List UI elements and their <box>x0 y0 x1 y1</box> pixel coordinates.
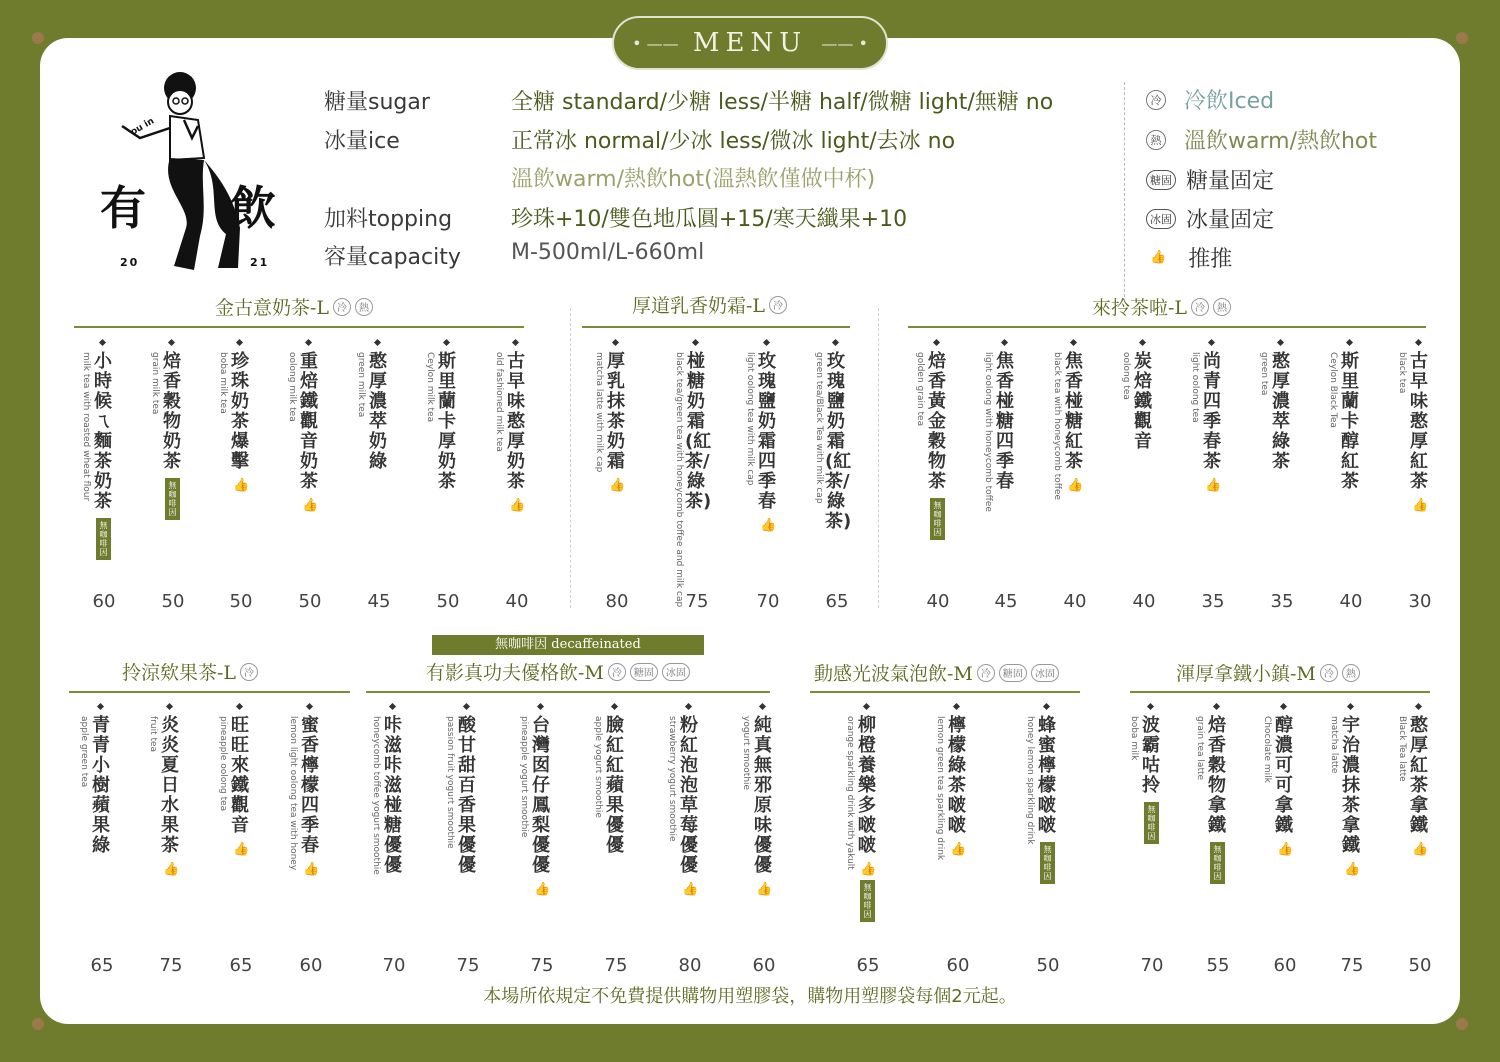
item-english-name: pineapple yogurt smoothie <box>519 716 529 838</box>
section-underline <box>582 326 850 328</box>
legend-sugar-fixed <box>1146 164 1274 195</box>
item-name: 宇治濃抹茶拿鐵 <box>1342 715 1360 856</box>
bullet <box>1280 703 1287 710</box>
item-name: 玫瑰鹽奶霜四季春 <box>758 351 776 512</box>
bullet <box>763 339 770 346</box>
bullet <box>1277 339 1284 346</box>
corner-dot <box>1456 32 1468 44</box>
thumbs-up-icon: 👍 <box>1412 842 1429 857</box>
hot-icon: 熱 <box>355 298 373 316</box>
item-english-name: matcha latte with milk cap <box>594 352 604 473</box>
item-name: 純真無邪原味優優 <box>754 715 772 876</box>
legend-hot <box>1146 124 1377 155</box>
item-english-name: light oolong tea <box>1190 352 1200 423</box>
thumbs-up-icon: 👍 <box>303 862 320 877</box>
decaf-badge: 無咖啡因 <box>165 478 180 520</box>
item-price: 75 <box>456 955 480 976</box>
bullet <box>99 339 106 346</box>
decaf-badge: 無咖啡因 <box>96 518 111 560</box>
item-price: 80 <box>678 955 702 976</box>
logo-char-right: 飲 <box>230 181 276 235</box>
decaf-badge: 無咖啡因 <box>930 498 945 540</box>
item-price: 75 <box>530 955 554 976</box>
item-price: 50 <box>1036 955 1060 976</box>
item-english-name: grain milk tea <box>150 352 160 415</box>
item-name: 小時候ㄟ麵茶奶茶 <box>94 351 112 512</box>
hot-icon: 熱 <box>1213 298 1231 316</box>
info-value-warm: 溫飲warm/熱飲hot(溫熱飲僅做中杯) <box>511 167 876 192</box>
item-name: 醇濃可可拿鐵 <box>1275 715 1293 836</box>
item-english-name: Ceylon milk tea <box>425 352 435 423</box>
item-english-name: Black Tea latte <box>1397 716 1407 782</box>
item-name: 珍珠奶茶爆擊 <box>231 351 249 472</box>
item-name: 厚乳抹茶奶霜 <box>607 351 625 472</box>
item-price: 45 <box>994 591 1018 612</box>
item-price: 50 <box>1408 955 1432 976</box>
section-title-text: 渾厚拿鐵小鎮-M <box>1176 663 1316 685</box>
logo-year-left: 20 <box>120 256 140 269</box>
logo-year-right: 21 <box>250 256 270 269</box>
item-english-name: black tea/green tea with honeycomb toffee and milk cap <box>674 352 684 608</box>
info-label-sugar: 糖量sugar <box>324 90 430 115</box>
item-name: 台灣囡仔鳳梨優優 <box>532 715 550 876</box>
bullet <box>953 703 960 710</box>
iced-icon: 冷 <box>1146 90 1166 110</box>
bullet <box>306 703 313 710</box>
item-english-name: honeycomb toffee yogurt smoothie <box>371 716 381 875</box>
bullet <box>612 339 619 346</box>
section-title-text: 拎涼欸果茶-L <box>122 662 237 684</box>
sugar-fixed-icon: 糖固 <box>630 663 658 681</box>
legend-recommend-label: 推推 <box>1188 247 1233 272</box>
thumbs-up-icon: 👍 <box>509 498 526 513</box>
item-price: 40 <box>1132 591 1156 612</box>
item-price: 30 <box>1408 591 1432 612</box>
item-english-name: light oolong tea with milk cap <box>745 352 755 486</box>
item-name: 粉紅泡泡草莓優優 <box>680 715 698 876</box>
bullet <box>1347 703 1354 710</box>
bullet <box>166 703 173 710</box>
thumbs-up-icon: 👍 <box>233 842 250 857</box>
item-english-name: pineapple oolong tea <box>218 716 228 812</box>
item-english-name: green milk tea <box>356 352 366 418</box>
bullet <box>389 703 396 710</box>
thumbs-up-icon: 👍 <box>1412 498 1429 513</box>
legend-ice-fixed <box>1146 203 1274 234</box>
sugar-fixed-icon: 糖固 <box>1146 170 1176 190</box>
legend-iced <box>1146 84 1274 115</box>
item-english-name: passion fruit yogurt smoothie <box>445 716 455 849</box>
section-title-text: 厚道乳香奶霜-L <box>632 295 766 317</box>
item-english-name: oolong tea <box>1121 352 1131 400</box>
item-name: 尚青四季春茶 <box>1203 351 1221 472</box>
bullet <box>1043 703 1050 710</box>
section-divider <box>878 308 879 608</box>
bullet <box>1070 339 1077 346</box>
item-name: 重焙鐵觀音奶茶 <box>300 351 318 492</box>
logo-char-left: 有 <box>100 181 146 235</box>
item-english-name: apple green tea <box>79 716 89 788</box>
bullet <box>692 339 699 346</box>
item-price: 60 <box>752 955 776 976</box>
item-english-name: black tea <box>1397 352 1407 394</box>
item-english-name: yogurt smoothie <box>741 716 751 791</box>
info-label-ice: 冰量ice <box>324 129 400 154</box>
section-title <box>1092 293 1231 320</box>
decaf-badge: 無咖啡因 <box>1144 802 1159 844</box>
bullet <box>685 703 692 710</box>
section-title-text: 來拎茶啦-L <box>1092 297 1188 319</box>
item-name: 檸檬綠茶啵啵 <box>948 715 966 836</box>
bullet <box>1208 339 1215 346</box>
thumbs-up-icon: 👍 <box>609 478 626 493</box>
item-name: 蜂蜜檸檬啵啵 <box>1038 715 1056 836</box>
bullet <box>537 703 544 710</box>
section-title-text: 動感光波氣泡飲-M <box>814 663 973 685</box>
item-name: 焙香穀物拿鐵 <box>1208 715 1226 836</box>
section-underline <box>1130 691 1430 693</box>
bullet <box>1415 339 1422 346</box>
info-value-topping: 珍珠+10/雙色地瓜圓+15/寒天纖果+10 <box>511 207 908 232</box>
item-english-name: light oolong with honeycomb toffee <box>983 352 993 512</box>
item-price: 70 <box>756 591 780 612</box>
item-name: 古早味憨厚紅茶 <box>1410 351 1428 492</box>
info-label-topping: 加料topping <box>324 207 453 232</box>
item-english-name: strawberry yogurt smoothie <box>667 716 677 842</box>
item-name: 斯里蘭卡厚奶茶 <box>438 351 456 492</box>
legend-ice-fixed-label: 冰量固定 <box>1186 208 1275 233</box>
thumbs-up-icon: 👍 <box>163 862 180 877</box>
item-name: 古早味憨厚奶茶 <box>507 351 525 492</box>
item-name: 焙香穀物奶茶 <box>163 351 181 472</box>
bullet <box>305 339 312 346</box>
thumbs-up-icon: 👍 <box>860 862 877 877</box>
thumbs-up-icon: 👍 <box>1205 478 1222 493</box>
thumbs-up-icon: 👍 <box>682 882 699 897</box>
thumbs-up-icon: 👍 <box>302 498 319 513</box>
item-price: 75 <box>159 955 183 976</box>
bullet <box>1139 339 1146 346</box>
item-price: 65 <box>90 955 114 976</box>
decaf-badge: 無咖啡因 <box>1210 842 1225 884</box>
iced-icon: 冷 <box>769 296 787 314</box>
hot-icon: 熱 <box>1342 664 1360 682</box>
thumbs-up-icon: 👍 <box>756 882 773 897</box>
info-divider <box>1124 82 1125 302</box>
section-title <box>426 658 690 685</box>
item-price: 65 <box>229 955 253 976</box>
iced-icon: 冷 <box>240 663 258 681</box>
section-underline <box>908 326 1426 328</box>
item-price: 70 <box>382 955 406 976</box>
bullet <box>832 339 839 346</box>
item-english-name: milk tea with roasted wheat flour <box>81 352 91 502</box>
ice-fixed-icon: 冰固 <box>1146 209 1176 229</box>
section-underline <box>74 326 524 328</box>
item-name: 旺旺來鐵觀音 <box>231 715 249 836</box>
bullet <box>236 339 243 346</box>
item-price: 50 <box>229 591 253 612</box>
item-price: 60 <box>1273 955 1297 976</box>
item-price: 50 <box>161 591 185 612</box>
item-english-name: lemon light oolong tea with honey <box>288 716 298 871</box>
ice-fixed-icon: 冰固 <box>662 663 690 681</box>
corner-dot <box>32 32 44 44</box>
thumbs-up-icon: 👍 <box>1150 250 1167 265</box>
decaf-bar: 無咖啡因 decaffeinated <box>432 635 704 655</box>
decaf-badge: 無咖啡因 <box>1040 842 1055 884</box>
item-price: 60 <box>946 955 970 976</box>
footer-notice: 本場所依規定不免費提供購物用塑膠袋，購物用塑膠袋每個2元起。 <box>483 986 1017 1007</box>
thumbs-up-icon: 👍 <box>1277 842 1294 857</box>
item-english-name: golden grain tea <box>915 352 925 427</box>
corner-dot <box>32 1018 44 1030</box>
item-english-name: black tea with honeycomb toffee <box>1052 352 1062 501</box>
item-price: 60 <box>299 955 323 976</box>
item-price: 40 <box>505 591 529 612</box>
bullet <box>168 339 175 346</box>
bullet <box>512 339 519 346</box>
bullet <box>1147 703 1154 710</box>
info-label-capacity: 容量capacity <box>324 245 461 270</box>
item-english-name: apple yogurt smoothie <box>593 716 603 818</box>
thumbs-up-icon: 👍 <box>950 842 967 857</box>
section-underline <box>366 691 770 693</box>
section-title-text: 有影真功夫優格飲-M <box>426 662 604 684</box>
item-english-name: Ceylon Black Tea <box>1328 352 1338 428</box>
item-english-name: lemon green tea sparkling drink <box>935 716 945 861</box>
bullet <box>1213 703 1220 710</box>
item-name: 椪糖奶霜(紅茶/綠茶) <box>685 351 712 512</box>
item-name: 憨厚濃萃綠茶 <box>1272 351 1290 472</box>
item-name: 波霸咕拎 <box>1142 715 1160 796</box>
thumbs-up-icon: 👍 <box>534 882 551 897</box>
ice-fixed-icon: 冰固 <box>1031 664 1059 682</box>
logo-hat-text: ou in <box>129 116 157 138</box>
item-english-name: green tea/Black Tea with milk cap <box>814 352 824 504</box>
item-english-name: orange sparkling drink with yakult <box>845 716 855 870</box>
item-price: 75 <box>685 591 709 612</box>
section-underline <box>69 691 350 693</box>
item-name: 斯里蘭卡醇紅茶 <box>1341 351 1359 492</box>
section-title-text: 金古意奶茶-L <box>215 297 330 319</box>
item-english-name: matcha latte <box>1329 716 1339 774</box>
legend-hot-label: 溫飲warm/熱飲hot <box>1184 129 1378 154</box>
menu-title: MENU <box>692 28 808 58</box>
item-name: 憨厚濃萃奶綠 <box>369 351 387 472</box>
item-price: 70 <box>1140 955 1164 976</box>
item-price: 40 <box>1339 591 1363 612</box>
item-price: 40 <box>926 591 950 612</box>
iced-icon: 冷 <box>977 664 995 682</box>
section-title <box>814 659 1059 686</box>
item-price: 35 <box>1270 591 1294 612</box>
item-english-name: green tea <box>1259 352 1269 396</box>
item-name: 炎炎夏日水果茶 <box>161 715 179 856</box>
item-english-name: fruit tea <box>148 716 158 753</box>
thumbs-up-icon: 👍 <box>1344 862 1361 877</box>
item-price: 65 <box>856 955 880 976</box>
item-name: 咔滋咔滋椪糖優優 <box>384 715 402 876</box>
item-price: 50 <box>436 591 460 612</box>
bullet <box>443 339 450 346</box>
item-price: 35 <box>1201 591 1225 612</box>
thumbs-up-icon: 👍 <box>233 478 250 493</box>
bullet <box>611 703 618 710</box>
item-english-name: boba milk tea <box>218 352 228 414</box>
item-name: 焦香椪糖紅茶 <box>1065 351 1083 472</box>
bullet <box>1415 703 1422 710</box>
iced-icon: 冷 <box>608 663 626 681</box>
bullet <box>97 703 104 710</box>
item-price: 65 <box>825 591 849 612</box>
item-english-name: Chocolate milk <box>1262 716 1272 783</box>
bullet <box>374 339 381 346</box>
item-price: 75 <box>1340 955 1364 976</box>
logo <box>100 68 290 278</box>
item-price: 40 <box>1063 591 1087 612</box>
section-title <box>215 293 373 320</box>
item-name: 臉紅紅蘋果優優 <box>606 715 624 856</box>
bullet <box>933 339 940 346</box>
item-english-name: grain tea latte <box>1195 716 1205 781</box>
bullet <box>1001 339 1008 346</box>
item-english-name: old fashioned milk tea <box>494 352 504 452</box>
item-price: 80 <box>605 591 629 612</box>
section-title <box>632 291 787 318</box>
item-name: 蜜香檸檬四季春 <box>301 715 319 856</box>
section-underline <box>810 691 1080 693</box>
menu-banner <box>612 16 888 70</box>
item-price: 55 <box>1206 955 1230 976</box>
legend-recommend <box>1146 242 1232 273</box>
item-name: 柳橙養樂多啵啵 <box>858 715 876 856</box>
banner-left-ornament: • —— <box>632 34 679 53</box>
bullet <box>863 703 870 710</box>
iced-icon: 冷 <box>1320 664 1338 682</box>
item-name: 焦香椪糖四季春 <box>996 351 1014 492</box>
item-name: 酸甘甜百香果優優 <box>458 715 476 876</box>
info-value-capacity: M-500ml/L-660ml <box>511 240 705 265</box>
bullet <box>236 703 243 710</box>
banner-right-ornament: —— • <box>821 34 868 53</box>
item-name: 青青小樹蘋果綠 <box>92 715 110 856</box>
bullet <box>1346 339 1353 346</box>
thumbs-up-icon: 👍 <box>760 518 777 533</box>
thumbs-up-icon: 👍 <box>1067 478 1084 493</box>
section-title <box>122 658 258 685</box>
decaf-badge: 無咖啡因 <box>860 880 875 922</box>
info-value-ice: 正常冰 normal/少冰 less/微冰 light/去冰 no <box>511 129 956 154</box>
item-name: 玫瑰鹽奶霜(紅茶/綠茶) <box>825 351 852 532</box>
item-price: 45 <box>367 591 391 612</box>
iced-icon: 冷 <box>333 298 351 316</box>
item-name: 焙香黃金穀物茶 <box>928 351 946 492</box>
item-price: 50 <box>298 591 322 612</box>
hot-icon: 熱 <box>1146 130 1166 150</box>
item-english-name: oolong milk tea <box>287 352 297 422</box>
iced-icon: 冷 <box>1191 298 1209 316</box>
legend-iced-label: 冷飲Iced <box>1184 89 1275 114</box>
item-name: 憨厚紅茶拿鐵 <box>1410 715 1428 836</box>
info-value-sugar: 全糖 standard/少糖 less/半糖 half/微糖 light/無糖 no <box>511 90 1054 115</box>
item-english-name: honey lemon sparkling drink <box>1025 716 1035 845</box>
item-english-name: boba milk <box>1129 716 1139 761</box>
bullet <box>759 703 766 710</box>
item-price: 60 <box>92 591 116 612</box>
section-title <box>1176 659 1360 686</box>
menu-card <box>40 38 1460 1024</box>
sugar-fixed-icon: 糖固 <box>999 664 1027 682</box>
item-price: 75 <box>604 955 628 976</box>
corner-dot <box>1456 1018 1468 1030</box>
item-name: 炭焙鐵觀音 <box>1134 351 1152 452</box>
legend-sugar-fixed-label: 糖量固定 <box>1186 169 1275 194</box>
bullet <box>463 703 470 710</box>
section-divider <box>570 308 571 608</box>
